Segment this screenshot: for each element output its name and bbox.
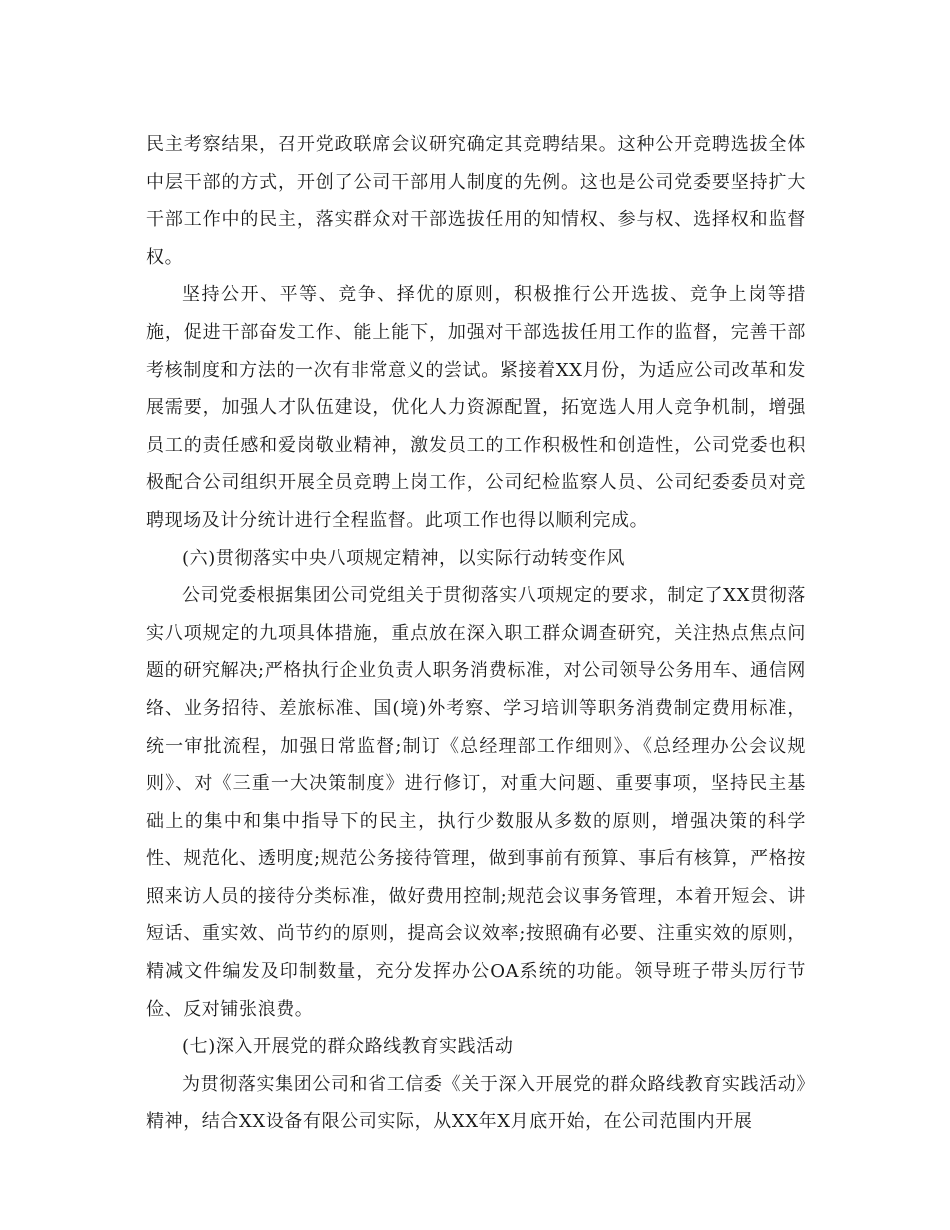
paragraph-continuation: 民主考察结果，召开党政联席会议研究确定其竞聘结果。这种公开竞聘选拔全体中层干部的方式，开创了公司干部用人制度的先例。这也是公司党委要坚持扩大干部工作中的民主，落实群众对干部选拔任用的知情权、参与权、选择权和监督权。 (146, 134, 806, 268)
section-heading-six: (六)贯彻落实中央八项规定精神，以实际行动转变作风 (182, 547, 626, 569)
document-body (146, 126, 806, 1141)
section-heading-seven: (七)深入开展党的群众路线教育实践活动 (182, 1036, 514, 1058)
paragraph-selection-principles: 坚持公开、平等、竞争、择优的原则，积极推行公开选拔、竞争上岗等措施，促进干部奋发工作、能上能下，加强对干部选拔任用工作的监督，完善干部考核制度和方法的一次有非常意义的尝试。紧接着XX月份，为适应公司改革和发展需要，加强人才队伍建设，优化人力资源配置，拓宽选人用人竞争机制，增强员工的责任感和爱岗敬业精神，激发员工的工作积极性和创造性，公司党委也积极配合公司组织开展全员竞聘上岗工作，公司纪检监察人员、公司纪委委员对竞聘现场及计分统计进行全程监督。此项工作也得以顺利完成。 (146, 284, 806, 531)
paragraph-eight-regulations: 公司党委根据集团公司党组关于贯彻落实八项规定的要求，制定了XX贯彻落实八项规定的九项具体措施，重点放在深入职工群众调查研究，关注热点焦点问题的研究解决;严格执行企业负责人职务消费标准，对公司领导公务用车、通信网络、业务招待、差旅标准、国(境)外考察、学习培训等职务消费制定费用标准，统一审批流程，加强日常监督;制订《总经理部工作细则》、《总经理办公会议规则》、对《三重一大决策制度》进行修订，对重大问题、重要事项，坚持民主基础上的集中和集中指导下的民主，执行少数服从多数的原则，增强决策的科学性、规范化、透明度;规范公务接待管理，做到事前有预算、事后有核算，严格按照来访人员的接待分类标准，做好费用控制;规范会议事务管理，本着开短会、讲短话、重实效、尚节约的原则，提高会议效率;按照确有必要、注重实效的原则，精减文件编发及印制数量，充分发挥办公OA系统的功能。领导班子带头厉行节俭、反对铺张浪费。 (146, 585, 806, 1020)
paragraph-mass-line-campaign: 为贯彻落实集团公司和省工信委《关于深入开展党的群众路线教育实践活动》精神，结合XX设备有限公司实际，从XX年X月底开始，在公司范围内开展 (146, 1073, 806, 1133)
